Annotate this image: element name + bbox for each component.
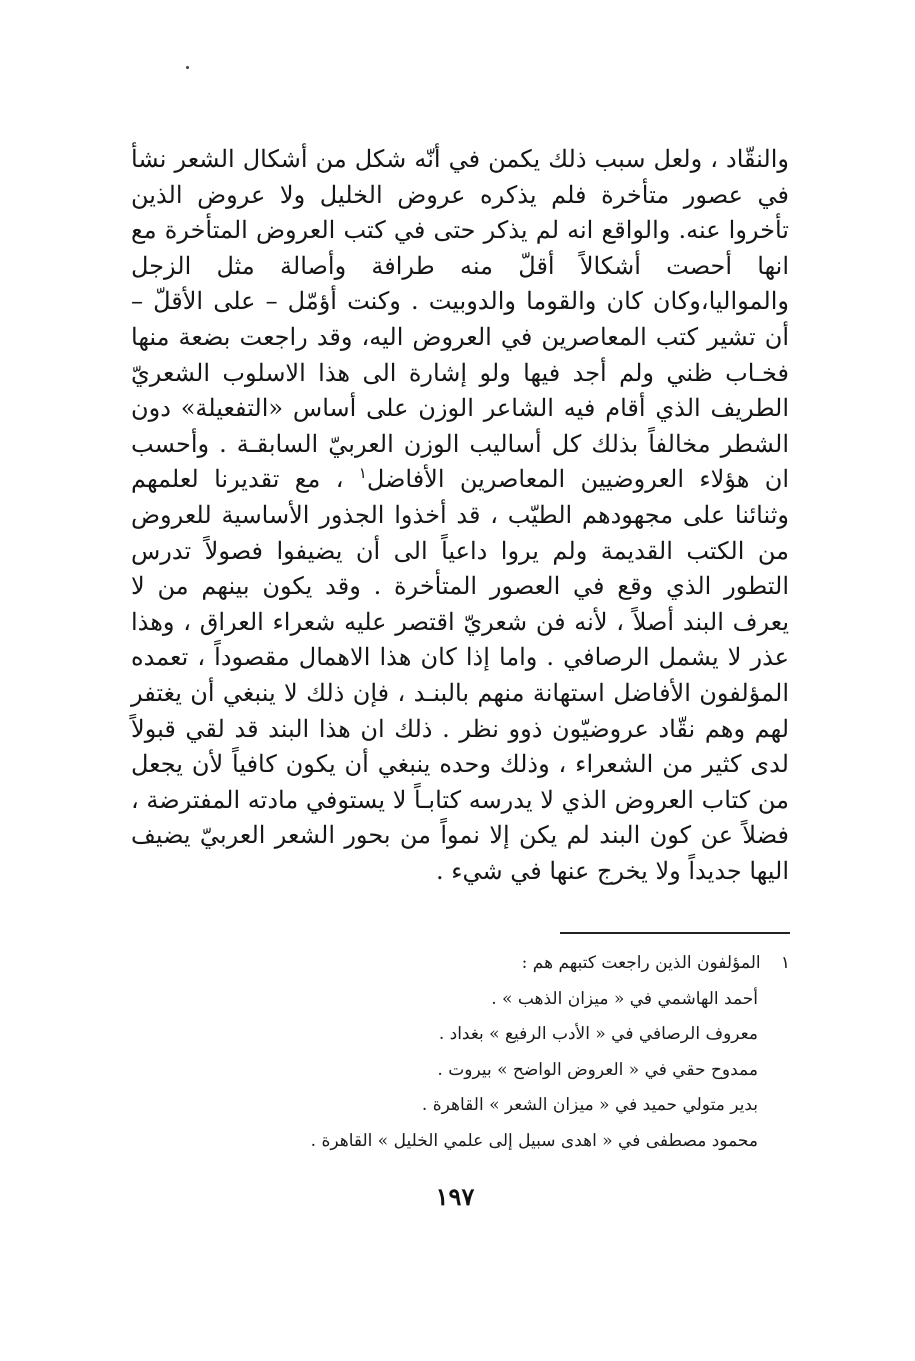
footnote-reference: ١ xyxy=(358,464,367,483)
footnote-intro-line xyxy=(250,946,790,982)
footnote-item: معروف الرصافي في « الأدب الرفيع » بغداد . xyxy=(438,1024,758,1044)
footnote-intro: المؤلفون الذين راجعت كتبهم هم : xyxy=(521,953,761,973)
footnote-item: بدير متولي حميد في « ميزان الشعر » القاهرة . xyxy=(421,1095,758,1115)
page-number: ١٩٧ xyxy=(435,1182,475,1211)
footnote-item: أحمد الهاشمي في « ميزان الذهب » . xyxy=(491,988,758,1009)
footnote-item: ممدوح حقي في « العروض الواضح » بيروت . xyxy=(437,1059,758,1080)
footnote-divider xyxy=(560,932,790,934)
body-paragraph xyxy=(131,142,789,889)
footnotes-list xyxy=(250,946,790,1159)
footnote-number: ١ xyxy=(780,953,790,973)
scan-speck xyxy=(186,66,189,69)
body-text-part-2: ، مع تقديرنا لعلمهم وثنائنا على مجهودهم الطيّب ، قد أخذوا الجذور الأساسية للعروض من الكتب القديمة ولم يروا داعياً الى أن يضيفوا فصولاً تدرس التطور الذي وقع في العصور المتأخرة . وقد يكون بينهم من لا يعرف البند أصلاً ، لأنه فن شعريّ اقتصر عليه شعراء العراق ، وهذا عذر لا يشمل الرصافي . واما إذا كان هذا الاهمال مقصوداً ، تعمده المؤلفون الأفاضل استهانة منهم بالبنـد ، فإن ذلك لا ينبغي أن يغتفر لهم وهم نقّاد عروضيّون ذوو نظر . ذلك ان هذا البند قد لقي قبولاً لدى كثير من الشعراء ، وذلك وحده ينبغي أن يكون كافياً لأن يجعل من كتاب العروض الذي لا يدرسه كتابـاً لا يستوفي مادته المفترضة ، فضلاً عن كون البند لم يكن إلا نمواً من بحور الشعر العربيّ يضيف اليها جديداً ولا يخرج عنها في شيء . xyxy=(131,465,790,885)
body-text-part-1: والنقّاد ، ولعل سبب ذلك يكمن في أنّه شكل من أشكال الشعر نشأ في عصور متأخرة فلم يذكره عروض الخليل ولا عروض الذين تأخروا عنه. والواقع انه لم يذكر حتى في كتب العروض المتأخرة مع انها أحصت أشكالاً أقلّ منه طرافة وأصالة مثل الزجل والمواليا،وكان كان والقوما والدوبيت . وكنت أؤمّل – على الأقلّ – أن تشير كتب المعاصرين في العروض اليه، وقد راجعت بضعة منها فخـاب ظني ولم أجد فيها ولو إشارة الى هذا الاسلوب الشعريّ الطريف الذي أقام فيه الشاعر الوزن على أساس «التفعيلة» دون الشطر مخالفاً بذلك كل أساليب الوزن العربيّ السابقـة . وأحسب ان هؤلاء العروضيين المعاصرين الأفاضل xyxy=(131,145,790,494)
footnote-item: محمود مصطفى في « اهدى سبيل إلى علمي الخليل » القاهرة . xyxy=(310,1130,758,1151)
